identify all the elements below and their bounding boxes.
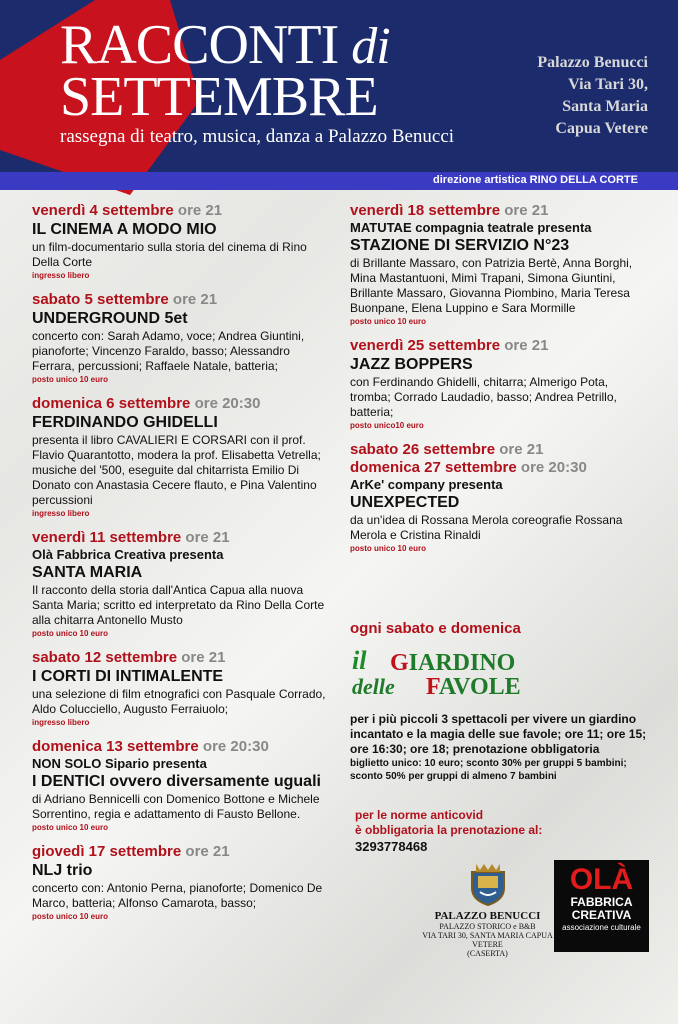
ola-title: OLÀ xyxy=(569,863,634,896)
venue-line: Capua Vetere xyxy=(555,120,648,137)
title-line1 xyxy=(60,14,390,76)
event-title: I CORTI DI INTIMALENTE xyxy=(32,668,224,685)
logo-f: F xyxy=(426,674,439,700)
palazzo-line2: PALAZZO STORICO e B&B xyxy=(439,922,536,931)
event-time: ore 21 xyxy=(499,441,544,458)
logo-giardino xyxy=(390,650,515,677)
event-description: presenta il libro CAVALIERI E CORSARI con il prof. Flavio Quarantotto, modera la prof. Elisabetta Vetrella; musiche del '500, eseguite dal chitarrista Emilio Di Donato con Anastasia Cecere flauto, e Pina Valentino percussioni xyxy=(32,433,321,507)
ola-fabbrica-logo xyxy=(554,860,649,952)
event-price: posto unico 10 euro xyxy=(32,629,109,638)
venue-address xyxy=(537,52,648,140)
event-item xyxy=(32,395,332,519)
event-title: STAZIONE DI SERVIZIO N°23 xyxy=(350,237,570,254)
event-price: posto unico 10 euro xyxy=(32,912,109,921)
title-word-racconti: RACCONTI xyxy=(60,14,352,76)
palazzo-line3: VIA TARI 30, SANTA MARIA CAPUA VETERE xyxy=(422,931,553,949)
palazzo-benucci-logo xyxy=(420,862,555,958)
logo-il: il xyxy=(352,646,367,675)
logo-g: G xyxy=(390,650,409,676)
event-day: domenica 6 settembre xyxy=(32,395,191,412)
artistic-direction: direzione artistica RINO DELLA CORTE xyxy=(433,174,638,186)
event-date xyxy=(350,459,650,477)
event-description: Il racconto della storia dall'Antica Capua alla nuova Santa Maria; scritto ed interpretato da Rino Della Corte alla chitarra Antonello Musto xyxy=(32,583,325,627)
title-word-di: di xyxy=(351,18,390,75)
event-time: ore 20:30 xyxy=(520,459,587,476)
event-title: NLJ trio xyxy=(32,862,93,879)
event-item xyxy=(32,843,332,922)
event-description: con Ferdinando Ghidelli, chitarra; Almerigo Pota, tromba; Corrado Laudadio, basso; Andrea Petrillo, batteria; xyxy=(350,375,617,419)
event-price: ingresso libero xyxy=(32,509,90,518)
direction-bar xyxy=(0,172,678,190)
event-title: UNDERGROUND 5et xyxy=(32,310,188,327)
event-description: da un'idea di Rossana Merola coreografie Rossana Merola e Cristina Rinaldi xyxy=(350,513,623,542)
header-banner xyxy=(0,0,678,172)
ola-line3: CREATIVA xyxy=(571,908,632,922)
event-time: ore 21 xyxy=(504,202,549,219)
events-left-column xyxy=(32,202,332,932)
venue-line: Palazzo Benucci xyxy=(537,54,648,71)
covid-line2: è obbligatoria la prenotazione al: xyxy=(355,823,543,837)
event-price: posto unico 10 euro xyxy=(32,375,109,384)
subtitle: rassegna di teatro, musica, danza a Palazzo Benucci xyxy=(60,126,455,147)
event-day: sabato 26 settembre xyxy=(350,441,496,458)
event-title: UNEXPECTED xyxy=(350,494,460,511)
weekend-prices: biglietto unico: 10 euro; sconto 30% per gruppi 5 bambini; sconto 50% per gruppi di almeno 7 bambini xyxy=(350,758,627,782)
weekend-heading xyxy=(350,620,650,637)
event-date xyxy=(32,738,332,756)
event-description: concerto con: Antonio Perna, pianoforte; Domenico De Marco, batteria; Alfonso Camarota, basso; xyxy=(32,881,323,910)
event-time: ore 21 xyxy=(504,337,549,354)
logo-delle: delle xyxy=(352,674,395,699)
venue-line: Via Tari 30, xyxy=(568,76,648,93)
event-item xyxy=(350,202,650,327)
event-item xyxy=(32,649,332,728)
event-time: ore 20:30 xyxy=(194,395,261,412)
event-item xyxy=(350,337,650,431)
event-date xyxy=(32,291,332,309)
event-day: giovedì 17 settembre xyxy=(32,843,182,860)
event-day: sabato 12 settembre xyxy=(32,649,178,666)
event-presenter: ArKe' company presenta xyxy=(350,477,503,492)
events-right-column xyxy=(350,202,650,564)
ola-line4: associazione culturale xyxy=(562,923,641,932)
event-item xyxy=(32,529,332,639)
event-presenter: MATUTAE compagnia teatrale presenta xyxy=(350,220,592,235)
event-date xyxy=(350,337,650,355)
event-presenter: NON SOLO Sipario presenta xyxy=(32,756,207,771)
logo-avole: AVOLE xyxy=(438,674,521,700)
event-title: FERDINANDO GHIDELLI xyxy=(32,414,218,431)
event-time: ore 21 xyxy=(172,291,218,308)
event-day: venerdì 18 settembre xyxy=(350,202,501,219)
event-title: SANTA MARIA xyxy=(32,564,143,581)
event-date xyxy=(32,529,332,547)
event-price: posto unico 10 euro xyxy=(350,317,427,326)
event-day: sabato 5 settembre xyxy=(32,291,169,308)
event-price: posto unico10 euro xyxy=(350,421,424,430)
event-item xyxy=(32,202,332,281)
event-time: ore 21 xyxy=(185,529,230,546)
event-day: domenica 13 settembre xyxy=(32,738,199,755)
event-price: posto unico 10 euro xyxy=(32,823,109,832)
event-item xyxy=(32,738,332,833)
event-time: ore 21 xyxy=(181,649,226,666)
event-item xyxy=(32,291,332,385)
event-price: ingresso libero xyxy=(32,718,90,727)
event-date xyxy=(350,441,650,459)
event-description: di Brillante Massaro, con Patrizia Bertè, Anna Borghi, Mina Mastantuoni, Mimì Trapani, Simona Giuntini, Brillante Massaro, Giovanna Piombino, Maria Teresa Buonpane, Elena Luppino e Sara Mormille xyxy=(350,256,633,315)
event-title: IL CINEMA A MODO MIO xyxy=(32,221,217,238)
palazzo-name: PALAZZO BENUCCI xyxy=(434,910,541,922)
weekend-description xyxy=(350,712,650,783)
event-date xyxy=(32,202,332,220)
event-date xyxy=(32,395,332,413)
event-time: ore 21 xyxy=(177,202,223,219)
event-day: venerdì 4 settembre xyxy=(32,202,174,219)
event-time: ore 20:30 xyxy=(202,738,269,755)
event-day: domenica 27 settembre xyxy=(350,459,517,476)
event-title: JAZZ BOPPERS xyxy=(350,356,473,373)
logo-favole xyxy=(426,674,521,701)
event-description: una selezione di film etnografici con Pasquale Corrado, Aldo Colucciello, Augusto Ferraiuolo; xyxy=(32,687,326,716)
title-line2: SETTEMBRE xyxy=(60,66,378,128)
event-date xyxy=(32,649,332,667)
event-date xyxy=(32,843,332,861)
phone-number[interactable]: 3293778468 xyxy=(355,839,428,854)
event-description: di Adriano Bennicelli con Domenico Bottone e Michele Sorrentino, regia e adattamento di Fausto Bellone. xyxy=(32,792,320,821)
ola-line2: FABBRICA xyxy=(570,895,633,909)
event-day: venerdì 25 settembre xyxy=(350,337,501,354)
event-item xyxy=(350,441,650,554)
event-price: posto unico 10 euro xyxy=(350,544,427,553)
event-date xyxy=(350,202,650,220)
event-price: ingresso libero xyxy=(32,271,90,280)
event-title: I DENTICI ovvero diversamente uguali xyxy=(32,773,321,790)
event-day: venerdì 11 settembre xyxy=(32,529,182,546)
event-description: concerto con: Sarah Adamo, voce; Andrea Giuntini, pianoforte; Vincenzo Faraldo, basso; Alessandro Ferrara, percussioni; Raffaele Natale, batteria; xyxy=(32,329,305,373)
weekend-title: ogni sabato e domenica xyxy=(350,620,521,637)
covid-notice xyxy=(355,808,615,856)
covid-line1: per le norme anticovid xyxy=(355,808,484,822)
weekend-desc-text: per i più piccoli 3 spettacoli per vivere un giardino incantato e la magia delle sue favole; ore 11; ore 15; ore 16:30; ore 18; prenotazione obbligatoria xyxy=(350,712,647,756)
venue-line: Santa Maria xyxy=(562,98,648,115)
palazzo-line4: (CASERTA) xyxy=(467,949,508,958)
crest-icon xyxy=(468,862,508,906)
event-presenter: Olà Fabbrica Creativa presenta xyxy=(32,547,224,562)
event-time: ore 21 xyxy=(185,843,230,860)
logo-iardino: IARDINO xyxy=(408,650,516,676)
event-description: un film-documentario sulla storia del cinema di Rino Della Corte xyxy=(32,240,307,269)
giardino-favole-logo xyxy=(350,646,540,704)
